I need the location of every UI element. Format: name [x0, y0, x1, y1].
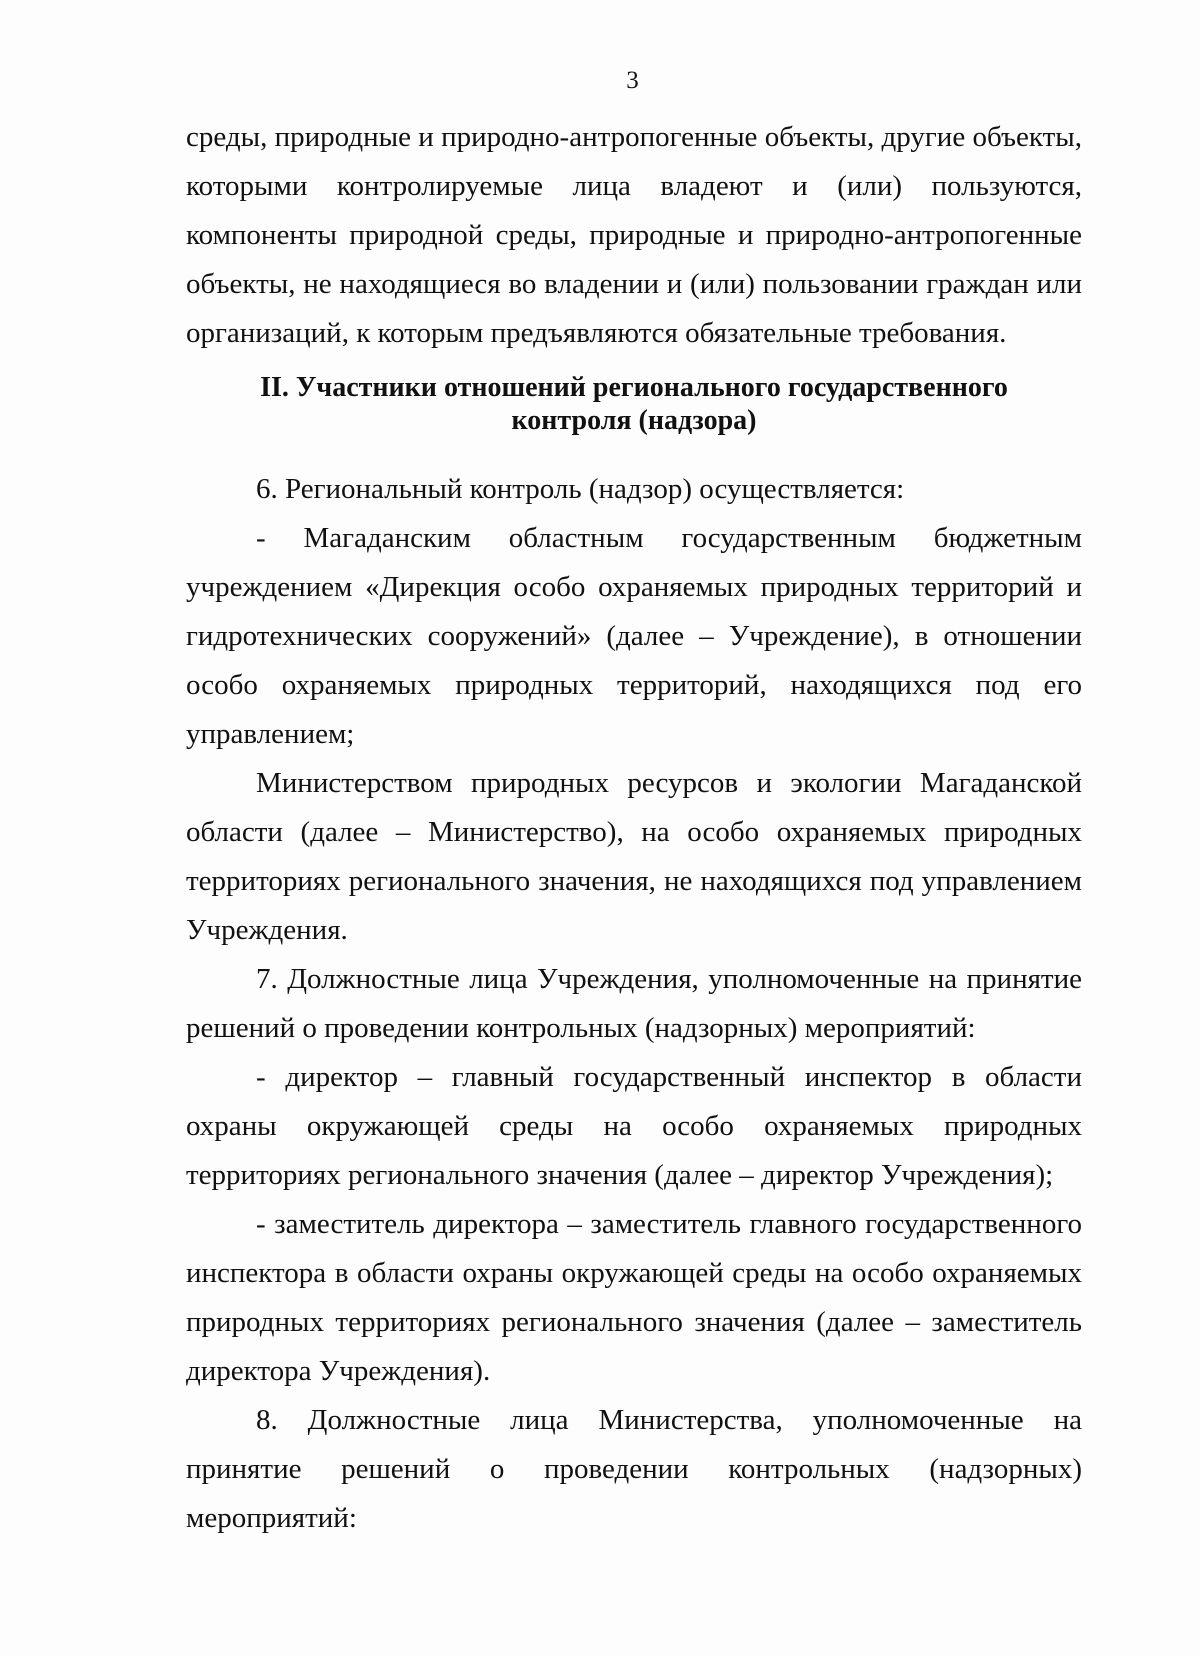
- paragraph-7-item-2: - заместитель директора – заместитель главного государственного инспектора в области охраны окружающей среды на особо охраняемых природных территориях регионального значения (далее – заместитель директора Учреждения).: [186, 1208, 1082, 1387]
- word: областным: [508, 522, 644, 554]
- intro-paragraph: среды, природные и природно-антропогенные объекты, другие объекты, которыми контролируемые лица владеют и (или) пользуются, компоненты природной среды, природные и природно-антропогенные объекты, не находящиеся во владении и (или) пользовании граждан или организаций, к которым предъявляются обязательные требования.: [186, 121, 1082, 349]
- paragraph-6-item-1-first-line: [186, 514, 1082, 563]
- paragraph-7-item-1: - директор – главный государственный инспектор в области охраны окружающей среды на особо охраняемых природных территориях регионального значения (далее – директор Учреждения);: [186, 1061, 1082, 1191]
- page-number: 3: [626, 67, 639, 94]
- word: Магаданским: [303, 522, 471, 554]
- paragraph-8-intro: 8. Должностные лица Министерства, уполномоченные на принятие решений о проведении контрольных (надзорных) мероприятий:: [186, 1404, 1082, 1534]
- section-body: [186, 465, 1082, 1543]
- dash-marker: -: [256, 522, 266, 554]
- word: государственным: [681, 522, 896, 554]
- section-heading: [186, 371, 1082, 437]
- section-heading-line-2: контроля (надзора): [511, 405, 757, 436]
- section-heading-line-1: II. Участники отношений регионального государственного: [260, 372, 1008, 403]
- paragraph-6-intro: 6. Региональный контроль (надзор) осуществляется:: [256, 473, 905, 505]
- paragraph-6-item-2: Министерством природных ресурсов и экологии Магаданской области (далее – Министерство), на особо охраняемых природных территориях регионального значения, не находящихся под управлением Учреждения.: [186, 767, 1082, 946]
- word: бюджетным: [933, 522, 1082, 554]
- paragraph-6-item-1-rest: учреждением «Дирекция особо охраняемых природных территорий и гидротехнических сооружений» (далее – Учреждение), в отношении особо охраняемых природных территорий, находящихся под его управлением;: [186, 571, 1082, 750]
- paragraph-7-intro: 7. Должностные лица Учреждения, уполномоченные на принятие решений о проведении контрольных (надзорных) мероприятий:: [186, 963, 1082, 1044]
- intro-paragraph-block: [186, 113, 1082, 358]
